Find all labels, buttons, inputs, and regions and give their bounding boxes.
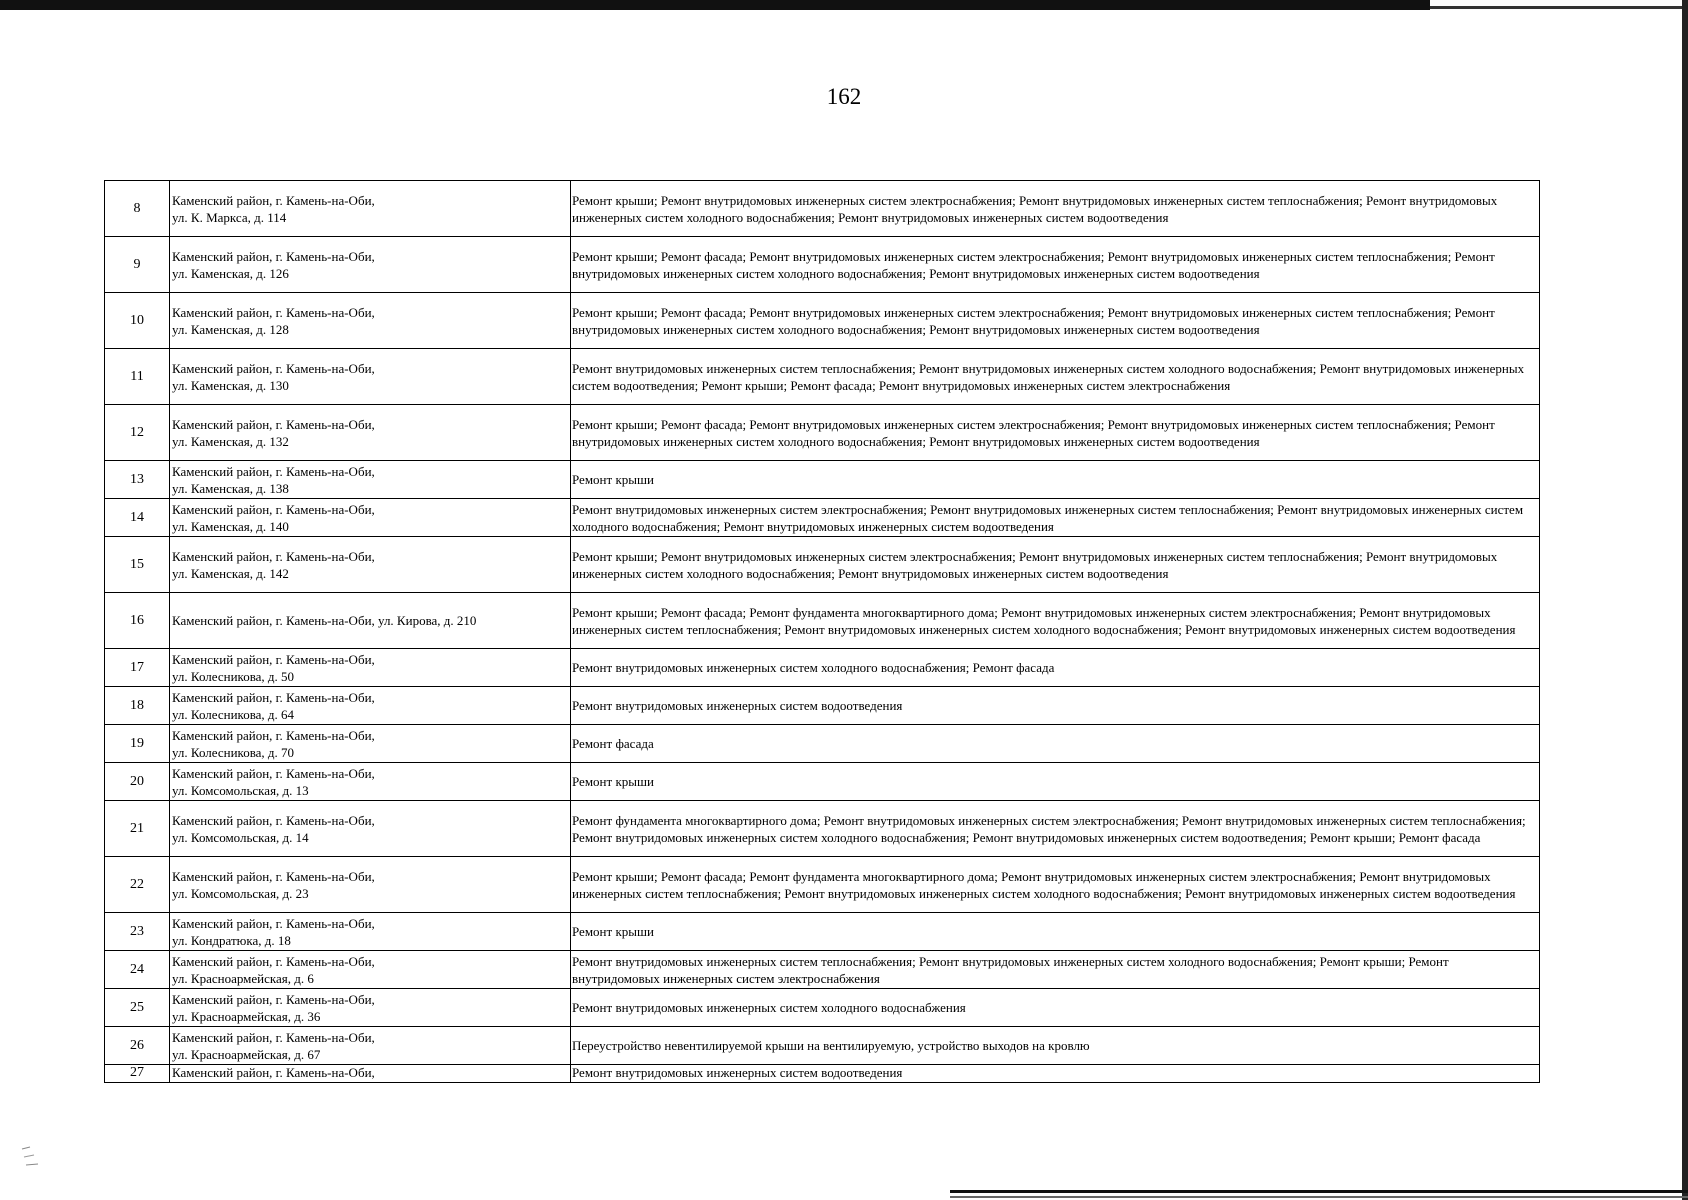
address-line-2: ул. Каменская, д. 132 <box>172 433 289 449</box>
address-cell <box>170 181 571 237</box>
row-number: 17 <box>105 649 170 687</box>
table-row <box>105 913 1540 951</box>
page-number: 162 <box>826 84 862 109</box>
address-cell <box>170 801 571 857</box>
works-cell: Ремонт крыши; Ремонт фасада; Ремонт фундамента многоквартирного дома; Ремонт внутридомовых инженерных систем электроснабжения; Ремонт внутридомовых инженерных систем теплоснабжения; Ремонт внутридомовых инженерных систем холодного водоснабжения; Ремонт внутридомовых инженерных систем водоотведения <box>571 593 1540 649</box>
works-cell: Ремонт внутридомовых инженерных систем теплоснабжения; Ремонт внутридомовых инженерных систем холодного водоснабжения; Ремонт внутридомовых инженерных систем водоотведения; Ремонт крыши; Ремонт фасада; Ремонт внутридомовых инженерных систем электроснабжения <box>571 349 1540 405</box>
row-number: 25 <box>105 989 170 1027</box>
address-line-2: ул. Каменская, д. 126 <box>172 265 289 281</box>
scan-border-top-thin <box>1430 6 1688 9</box>
address-cell <box>170 989 571 1027</box>
address-cell <box>170 913 571 951</box>
address-line-2: ул. Каменская, д. 142 <box>172 565 289 581</box>
address-line-1: Каменский район, г. Камень-на-Оби, <box>172 689 375 705</box>
address-line-2: ул. К. Маркса, д. 114 <box>172 209 287 225</box>
row-number: 11 <box>105 349 170 405</box>
table-row <box>105 537 1540 593</box>
table-row <box>105 1027 1540 1065</box>
address-cell <box>170 537 571 593</box>
table-row <box>105 349 1540 405</box>
row-number: 8 <box>105 181 170 237</box>
row-number: 21 <box>105 801 170 857</box>
address-line-1: Каменский район, г. Камень-на-Оби, <box>172 812 375 828</box>
row-number: 12 <box>105 405 170 461</box>
address-line-1: Каменский район, г. Камень-на-Оби, <box>172 360 375 376</box>
address-line-2: ул. Комсомольская, д. 14 <box>172 829 309 845</box>
address-cell <box>170 293 571 349</box>
works-cell: Ремонт внутридомовых инженерных систем электроснабжения; Ремонт внутридомовых инженерных систем теплоснабжения; Ремонт внутридомовых инженерных систем холодного водоснабжения; Ремонт внутридомовых инженерных систем водоотведения <box>571 499 1540 537</box>
row-number: 10 <box>105 293 170 349</box>
address-cell <box>170 857 571 913</box>
address-cell <box>170 499 571 537</box>
address-line-1: Каменский район, г. Камень-на-Оби, <box>172 248 375 264</box>
address-cell <box>170 461 571 499</box>
address-line-1: Каменский район, г. Камень-на-Оби, <box>172 953 375 969</box>
row-number: 13 <box>105 461 170 499</box>
table-row <box>105 763 1540 801</box>
table-row <box>105 857 1540 913</box>
works-cell: Ремонт крыши <box>571 763 1540 801</box>
table-row <box>105 649 1540 687</box>
table-row <box>105 499 1540 537</box>
works-table <box>104 180 1540 1083</box>
address-line-2: ул. Красноармейская, д. 6 <box>172 970 314 986</box>
works-cell: Ремонт внутридомовых инженерных систем водоотведения <box>571 1065 1540 1083</box>
table-row <box>105 687 1540 725</box>
works-cell: Ремонт фасада <box>571 725 1540 763</box>
works-cell: Ремонт крыши; Ремонт фасада; Ремонт фундамента многоквартирного дома; Ремонт внутридомовых инженерных систем электроснабжения; Ремонт внутридомовых инженерных систем теплоснабжения; Ремонт внутридомовых инженерных систем холодного водоснабжения; Ремонт внутридомовых инженерных систем водоотведения <box>571 857 1540 913</box>
table-row <box>105 725 1540 763</box>
table-row <box>105 989 1540 1027</box>
table-row <box>105 1065 1540 1083</box>
works-cell: Ремонт фундамента многоквартирного дома; Ремонт внутридомовых инженерных систем электроснабжения; Ремонт внутридомовых инженерных систем теплоснабжения; Ремонт внутридомовых инженерных систем холодного водоснабжения; Ремонт внутридомовых инженерных систем водоотведения; Ремонт крыши; Ремонт фасада <box>571 801 1540 857</box>
works-cell: Ремонт внутридомовых инженерных систем холодного водоснабжения <box>571 989 1540 1027</box>
address-line-1: Каменский район, г. Камень-на-Оби, <box>172 1065 375 1080</box>
scan-border-bottom-thin <box>950 1196 1688 1198</box>
address-cell <box>170 405 571 461</box>
address-cell <box>170 1065 571 1083</box>
scan-border-right <box>1682 0 1688 1200</box>
works-cell: Ремонт крыши <box>571 913 1540 951</box>
address-line-2: ул. Каменская, д. 128 <box>172 321 289 337</box>
address-line-1: Каменский район, г. Камень-на-Оби, <box>172 765 375 781</box>
address-line-1: Каменский район, г. Камень-на-Оби, <box>172 501 375 517</box>
address-line-2: ул. Каменская, д. 130 <box>172 377 289 393</box>
address-line-2: ул. Комсомольская, д. 23 <box>172 885 309 901</box>
row-number: 27 <box>105 1065 170 1083</box>
address-cell <box>170 1027 571 1065</box>
row-number: 19 <box>105 725 170 763</box>
works-table-body <box>105 181 1540 1083</box>
scan-border-bottom <box>950 1190 1688 1193</box>
table-row <box>105 801 1540 857</box>
address-line-2: ул. Красноармейская, д. 67 <box>172 1046 321 1062</box>
row-number: 20 <box>105 763 170 801</box>
row-number: 24 <box>105 951 170 989</box>
address-line-2: ул. Колесникова, д. 64 <box>172 706 295 722</box>
address-cell <box>170 649 571 687</box>
address-line-1: Каменский район, г. Камень-на-Оби, <box>172 991 375 1007</box>
scan-artifact <box>20 1145 50 1175</box>
row-number: 14 <box>105 499 170 537</box>
row-number: 9 <box>105 237 170 293</box>
table-row <box>105 951 1540 989</box>
address-cell <box>170 951 571 989</box>
works-cell: Ремонт внутридомовых инженерных систем холодного водоснабжения; Ремонт фасада <box>571 649 1540 687</box>
address-line-1: Каменский район, г. Камень-на-Оби, <box>172 868 375 884</box>
address-cell <box>170 237 571 293</box>
works-cell: Ремонт крыши; Ремонт фасада; Ремонт внутридомовых инженерных систем электроснабжения; Ремонт внутридомовых инженерных систем теплоснабжения; Ремонт внутридомовых инженерных систем холодного водоснабжения; Ремонт внутридомовых инженерных систем водоотведения <box>571 293 1540 349</box>
address-line-1: Каменский район, г. Камень-на-Оби, <box>172 915 375 931</box>
row-number: 23 <box>105 913 170 951</box>
works-cell: Ремонт крыши; Ремонт внутридомовых инженерных систем электроснабжения; Ремонт внутридомовых инженерных систем теплоснабжения; Ремонт внутридомовых инженерных систем холодного водоснабжения; Ремонт внутридомовых инженерных систем водоотведения <box>571 537 1540 593</box>
row-number: 22 <box>105 857 170 913</box>
row-number: 15 <box>105 537 170 593</box>
address-line-1: Каменский район, г. Камень-на-Оби, <box>172 304 375 320</box>
row-number: 18 <box>105 687 170 725</box>
table-row <box>105 237 1540 293</box>
address-line-1: Каменский район, г. Камень-на-Оби, <box>172 416 375 432</box>
table-row <box>105 461 1540 499</box>
address-line-1: Каменский район, г. Камень-на-Оби, <box>172 463 375 479</box>
works-cell: Ремонт крыши; Ремонт фасада; Ремонт внутридомовых инженерных систем электроснабжения; Ремонт внутридомовых инженерных систем теплоснабжения; Ремонт внутридомовых инженерных систем холодного водоснабжения; Ремонт внутридомовых инженерных систем водоотведения <box>571 405 1540 461</box>
address-line-1: Каменский район, г. Камень-на-Оби, <box>172 548 375 564</box>
works-cell: Переустройство невентилируемой крыши на вентилируемую, устройство выходов на кровлю <box>571 1027 1540 1065</box>
address-line-2: ул. Каменская, д. 140 <box>172 518 289 534</box>
table-row <box>105 405 1540 461</box>
address-cell <box>170 687 571 725</box>
address-line-1: Каменский район, г. Камень-на-Оби, <box>172 727 375 743</box>
works-cell: Ремонт крыши; Ремонт внутридомовых инженерных систем электроснабжения; Ремонт внутридомовых инженерных систем теплоснабжения; Ремонт внутридомовых инженерных систем холодного водоснабжения; Ремонт внутридомовых инженерных систем водоотведения <box>571 181 1540 237</box>
address-line-1: Каменский район, г. Камень-на-Оби, <box>172 1029 375 1045</box>
address-cell <box>170 349 571 405</box>
address-cell <box>170 763 571 801</box>
table-row <box>105 181 1540 237</box>
address-line-2: ул. Красноармейская, д. 36 <box>172 1008 321 1024</box>
address-line-2: ул. Колесникова, д. 50 <box>172 668 295 684</box>
table-row <box>105 293 1540 349</box>
works-cell: Ремонт внутридомовых инженерных систем теплоснабжения; Ремонт внутридомовых инженерных систем холодного водоснабжения; Ремонт крыши; Ремонт внутридомовых инженерных систем электроснабжения <box>571 951 1540 989</box>
address-line-1: Каменский район, г. Камень-на-Оби, <box>172 192 375 208</box>
scan-border-top <box>0 0 1430 10</box>
table-row <box>105 593 1540 649</box>
address-line-2: ул. Комсомольская, д. 13 <box>172 782 309 798</box>
works-cell: Ремонт крыши <box>571 461 1540 499</box>
address-line-1: Каменский район, г. Камень-на-Оби, ул. Кирова, д. 210 <box>172 613 477 628</box>
address-cell <box>170 725 571 763</box>
address-line-1: Каменский район, г. Камень-на-Оби, <box>172 651 375 667</box>
address-line-2: ул. Каменская, д. 138 <box>172 480 289 496</box>
works-cell: Ремонт внутридомовых инженерных систем водоотведения <box>571 687 1540 725</box>
row-number: 16 <box>105 593 170 649</box>
address-line-2: ул. Кондратюка, д. 18 <box>172 932 291 948</box>
row-number: 26 <box>105 1027 170 1065</box>
address-cell <box>170 593 571 649</box>
works-cell: Ремонт крыши; Ремонт фасада; Ремонт внутридомовых инженерных систем электроснабжения; Ремонт внутридомовых инженерных систем теплоснабжения; Ремонт внутридомовых инженерных систем холодного водоснабжения; Ремонт внутридомовых инженерных систем водоотведения <box>571 237 1540 293</box>
address-line-2: ул. Колесникова, д. 70 <box>172 744 295 760</box>
